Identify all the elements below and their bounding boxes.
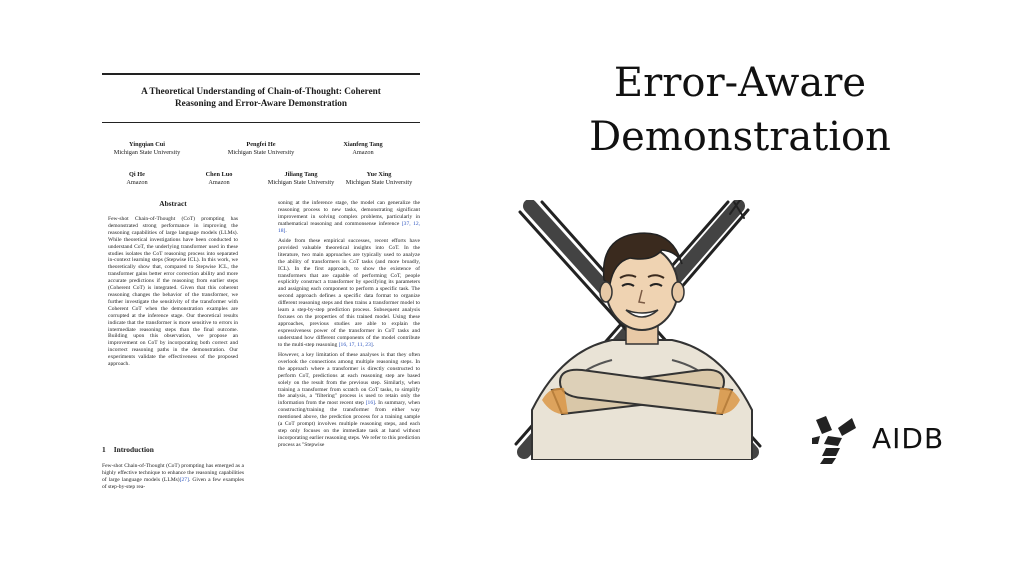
- paper-title-line-1: A Theoretical Understanding of Chain-of-Thought: Coherent: [141, 86, 381, 96]
- paragraph-text: However, a key limitation of these analyses is that they often overlook the connections among multiple reasoning steps. In the approach where a transformer is directly constructed to perform CoT, predictions at each reasoning step are based solely on the result from the previous step. Similarly, when training a transformer from scratch on CoT tasks, to simplify the analysis, a "filtering" process is used to retain only the information from the most recent step: [278, 352, 420, 407]
- citation-link[interactable]: [27]: [179, 476, 189, 483]
- paper-page: [102, 68, 420, 508]
- paragraph-text: Aside from these empirical successes, recent efforts have provided valuable theoretical insights into CoT. In the literature, two main approaches are typically used to analyze the ability of transformers in CoT tasks (and more broadly, ICL). In the first approach, to show the existence of transformers that are capable of performing CoT, people explicitly construct a transformer by specifying its parameters and assigning each component to perform a specific task. The second approach defines a specific data format to organize different reasoning steps and then trains a transformer model to learn a step-by-step prediction process. Subsequent analysis focuses on the properties of this trained model. Using these approaches, previous studies are able to explain the expressiveness power of the transformer in CoT tasks and understand how different components of the model contribute to the multi-step reasoning: [278, 238, 420, 348]
- citation-link[interactable]: [16, 17, 11, 23]: [338, 341, 373, 348]
- citation-link[interactable]: [37, 12, 18]: [278, 220, 420, 234]
- author-name: Pengfei He: [246, 141, 276, 148]
- headline-line-1: Error-Aware: [613, 60, 867, 106]
- smiling-boy-crossed-arms-x-illustration: [502, 200, 782, 460]
- citation-link[interactable]: [16]: [365, 400, 375, 407]
- section-number: 1: [102, 445, 106, 454]
- author-name: Qi He: [129, 171, 145, 178]
- brand: [812, 414, 972, 468]
- intro-text: Few-shot Chain-of-Thought (CoT) prompting has emerged as a highly effective technique to enhance the reasoning capabilities of large language models (LLMs): [102, 463, 244, 483]
- author-affiliation: Michigan State University: [267, 178, 335, 186]
- top-rule: [102, 73, 420, 75]
- headline: [560, 56, 920, 164]
- author-block: [102, 171, 182, 186]
- author-name: Xianfeng Tang: [343, 141, 383, 148]
- author-affiliation: Michigan State University: [345, 178, 413, 186]
- author-affiliation: Michigan State University: [227, 148, 295, 156]
- intro-body: [102, 463, 244, 508]
- intro-text-tail: . Given a few examples of step-by-step rea-: [102, 476, 245, 490]
- author-block: [318, 141, 408, 156]
- abstract-text: Few-shot Chain-of-Thought (CoT) prompting has demonstrated strong performance in improving the reasoning capabilities of large language models (LLMs). While theoretical investigations have been conducted to understand CoT, the underlying transformer used in these studies isolates the CoT reasoning process into separated in-context learning steps (Stepwise ICL). In this work, we theoretically show that, compared to Stepwise ICL, the transformer gains better error correction ability and more accurate predictions if the reasoning from earlier steps (Coherent CoT) is integrated. Given that this coherent reasoning changes the behavior of the transformer, we further investigate the sensitivity of the transformer with Coherent CoT when the demonstration examples are corrupted at the inference stage. Our theoretical results indicate that the transformer is more sensitive to errors in intermediate reasoning steps than the final outcome. Building upon this observation, we propose an improvement on CoT by incorporating both correct and incorrect reasoning paths in the demonstration. Our experiments validate the effectiveness of the proposed approach.: [108, 216, 238, 368]
- section-title: Introduction: [113, 445, 154, 454]
- author-name: Chen Luo: [205, 171, 233, 178]
- author-block: [174, 171, 264, 186]
- paragraph-text-tail: . In summary, when constructing/training the transformer from either way mentioned above, the prediction process for a training sample (a CoT prompt) involves multiple reasoning steps, and each step only focuses on the immediate task at hand without incorporating earlier reasoning steps. We refer to this prediction process as "Stepwise: [278, 400, 420, 448]
- title-rule: [102, 122, 420, 123]
- paper-title-line-2: Reasoning and Error-Aware Demonstration: [175, 98, 347, 108]
- author-block: [102, 141, 192, 156]
- paper-title: [102, 85, 420, 109]
- author-affiliation: Michigan State University: [113, 148, 181, 156]
- author-affiliation: Amazon: [126, 178, 148, 186]
- author-block: [334, 171, 420, 186]
- intro-heading: [102, 445, 244, 454]
- author-name: Yingqian Cui: [129, 141, 165, 148]
- author-name: Jiliang Tang: [284, 171, 318, 178]
- author-affiliation: Amazon: [208, 178, 230, 186]
- paragraph-text: soning at the inference stage, the model can generalize the reasoning process to new tasks, demonstrating significant improvement in solving complex problems, particularly in mathematical reasoning and commonsense inference: [278, 200, 420, 227]
- author-name: Yue Xing: [366, 171, 392, 178]
- bee-logo-icon: [812, 414, 858, 466]
- author-block: [256, 171, 346, 186]
- brand-name: AIDB: [872, 422, 945, 455]
- headline-line-2: Demonstration: [589, 114, 891, 160]
- author-affiliation: Amazon: [352, 148, 374, 156]
- right-column: soning at the inference stage, the model can generalize the reasoning process to new tasks, demonstrating significant improvement in solving complex problems, particularly in mathematical reasoning and commonsense inference [37, 12, 18]. Aside from these empirical successes, recent efforts have provided valuable theoretical insights into CoT. In the literature, two main approaches are typically used to analyze the ability of transformers in CoT tasks (and more broadly, ICL). In the first approach, to show the existence of transformers that are capable of performing CoT, people explicitly construct a transformer by specifying its parameters and assigning each component to perform a specific task. The second approach defines a specific data format to organize different reasoning steps and then trains a transformer model to learn a step-by-step prediction process. Subsequent analysis focuses on the properties of this trained model. Using these approaches, previous studies are able to explain the expressiveness power of the transformer in CoT tasks and understand how different components of the model contribute to the multi-step reasoning [16, 17, 11, 23]. However, a key limitation of these analyses is that they often overlook the connections among multiple reasoning steps. In the approach where a transformer is directly constructed to perform CoT, predictions at each reasoning step are based solely on the result from the previous step. Similarly, when training a transformer from scratch on CoT tasks, to simplify the analysis, a "filtering" process is used to retain only the information from the most recent step [16]. In summary, when constructing/training the transformer from either way mentioned above, the prediction process for a training sample (a CoT prompt) involves multiple reasoning steps, and each step only focuses on the immediate task at hand without incorporating earlier reasoning steps. We refer to this prediction process as "Stepwise: [278, 200, 420, 448]
- abstract-heading: Abstract: [159, 199, 187, 208]
- abstract-body: [102, 216, 244, 441]
- author-block: [216, 141, 306, 156]
